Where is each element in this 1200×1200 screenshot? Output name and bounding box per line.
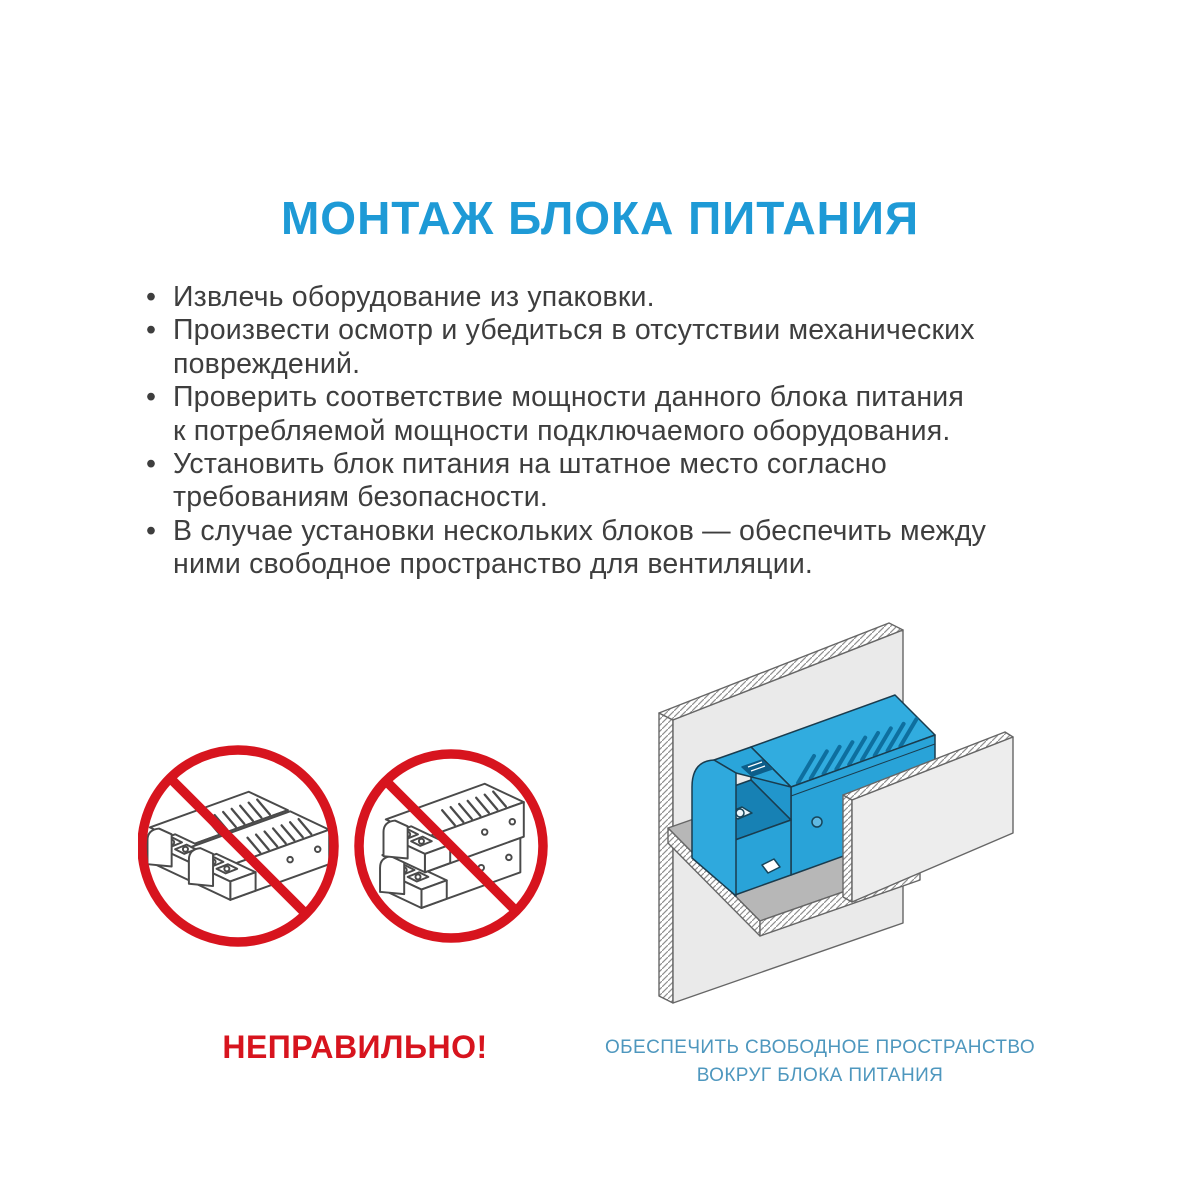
psu-clearance-illustration [650,615,1030,1015]
prohibition-icons [138,744,548,950]
instruction-text: Установить блок питания на штатное место согласно [173,448,887,481]
no-stacked-psu-icon [359,754,543,938]
instruction-text: Извлечь оборудование из упаковки. [173,281,655,313]
no-side-by-side-psu-icon [142,750,334,942]
list-item [146,281,1051,314]
instruction-text: требованиям безопасности. [173,481,548,514]
instructions-list [146,281,1051,582]
instruction-text: В случае установки нескольких блоков — обеспечить между [173,514,987,547]
list-item [146,314,1051,381]
caption-line: ВОКРУГ БЛОКА ПИТАНИЯ [696,1065,944,1086]
bullet-icon: • [146,314,157,347]
bullet-icon: • [146,381,157,414]
instruction-text: повреждений. [173,347,361,380]
instruction-text: Произвести осмотр и убедиться в отсутствии механических [173,314,975,347]
instruction-text: Проверить соответствие мощности данного блока питания [173,381,965,414]
instruction-text: ними свободное пространство для вентиляции. [173,548,814,581]
clearance-caption [600,1034,1040,1090]
bullet-icon: • [146,281,157,313]
caption-line: ОБЕСПЕЧИТЬ СВОБОДНОЕ ПРОСТРАНСТВО [604,1037,1036,1058]
page-title: МОНТАЖ БЛОКА ПИТАНИЯ [280,191,920,244]
wrong-label: НЕПРАВИЛЬНО! [222,1029,488,1065]
instruction-text: к потребляемой мощности подключаемого оборудования. [173,414,951,447]
list-item [146,515,1051,582]
list-item [146,448,1051,515]
list-item [146,381,1051,448]
bullet-icon: • [146,448,157,481]
bullet-icon: • [146,514,157,547]
